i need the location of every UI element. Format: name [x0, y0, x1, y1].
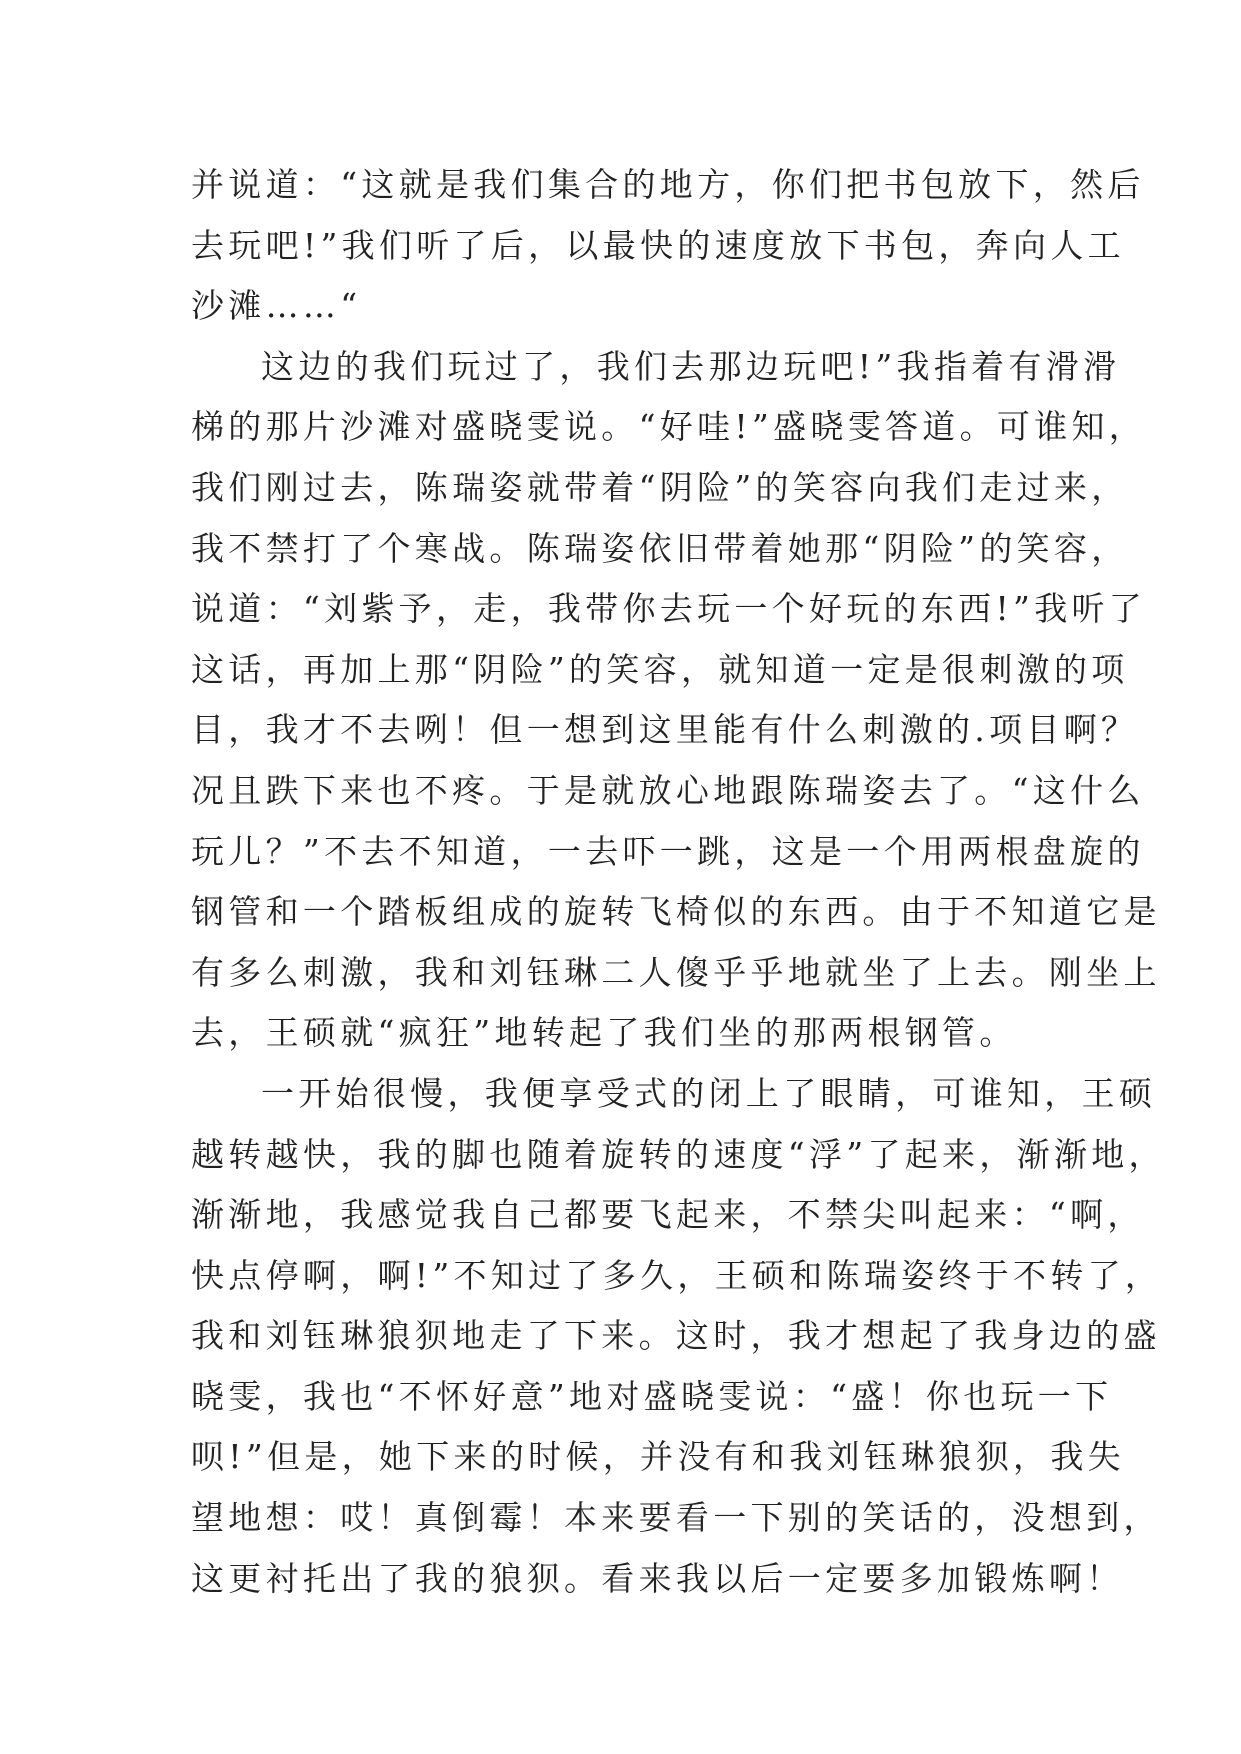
text-line: 越转越快，我的脚也随着旋转的速度“浮”了起来，渐渐地，: [191, 1134, 1166, 1174]
text-line: 去玩吧!”我们听了后，以最快的速度放下书包，奔向人工: [191, 225, 1125, 265]
text-line: 渐渐地，我感觉我自己都要飞起来，不禁尖叫起来：“啊，: [191, 1195, 1145, 1235]
text-line: 钢管和一个踏板组成的旋转飞椅似的东西。由于不知道它是: [191, 892, 1161, 932]
text-line: 晓雯，我也“不怀好意”地对盛晓雯说：“盛！你也玩一下: [191, 1376, 1113, 1416]
body-text: [191, 155, 1166, 1609]
text-line: 这更衬托出了我的狼狈。看来我以后一定要多加锻炼啊！: [191, 1558, 1124, 1598]
text-line: 快点停啊，啊!”不知过了多久，王硕和陈瑞姿终于不转了，: [191, 1255, 1163, 1295]
text-line: 呗!”但是，她下来的时候，并没有和我刘钰琳狼狈，我失: [191, 1437, 1125, 1477]
text-line: 沙滩……“: [191, 286, 362, 326]
text-line: 说道：“刘紫予，走，我带你去玩一个好玩的东西!”我听了: [191, 589, 1147, 629]
text-line: 梯的那片沙滩对盛晓雯说。“好哇!”盛晓雯答道。可谁知，: [191, 407, 1147, 447]
paragraph-start-line: 这边的我们玩过了，我们去那边玩吧!”我指着有滑滑: [261, 346, 1121, 386]
text-line: 我们刚过去，陈瑞姿就带着“阴险”的笑容向我们走过来，: [191, 467, 1129, 507]
text-line: 这话，再加上那“阴险”的笑容，就知道一定是很刺激的项: [191, 649, 1129, 689]
text-line: 我不禁打了个寒战。陈瑞姿依旧带着她那“阴险”的笑容，: [191, 528, 1129, 568]
text-line: 我和刘钰琳狼狈地走了下来。这时，我才想起了我身边的盛: [191, 1316, 1161, 1356]
text-line: 并说道：“这就是我们集合的地方，你们把书包放下，然后: [191, 165, 1145, 204]
text-line: 目，我才不去咧！但一想到这里能有什么刺激的.项目啊？: [191, 710, 1139, 750]
text-line: 望地想：哎！真倒霉！本来要看一下别的笑话的，没想到，: [191, 1498, 1161, 1538]
text-line: 去，王硕就“疯狂”地转起了我们坐的那两根钢管。: [191, 1013, 1017, 1053]
text-line: 有多么刺激，我和刘钰琳二人傻乎乎地就坐了上去。刚坐上: [191, 952, 1161, 992]
text-line: 况且跌下来也不疼。于是就放心地跟陈瑞姿去了。“这什么: [191, 770, 1145, 810]
paragraph-start-line: 一开始很慢，我便享受式的闭上了眼睛，可谁知，王硕: [261, 1073, 1157, 1113]
text-line: 玩儿？”不去不知道，一去吓一跳，这是一个用两根盘旋的: [191, 831, 1145, 871]
